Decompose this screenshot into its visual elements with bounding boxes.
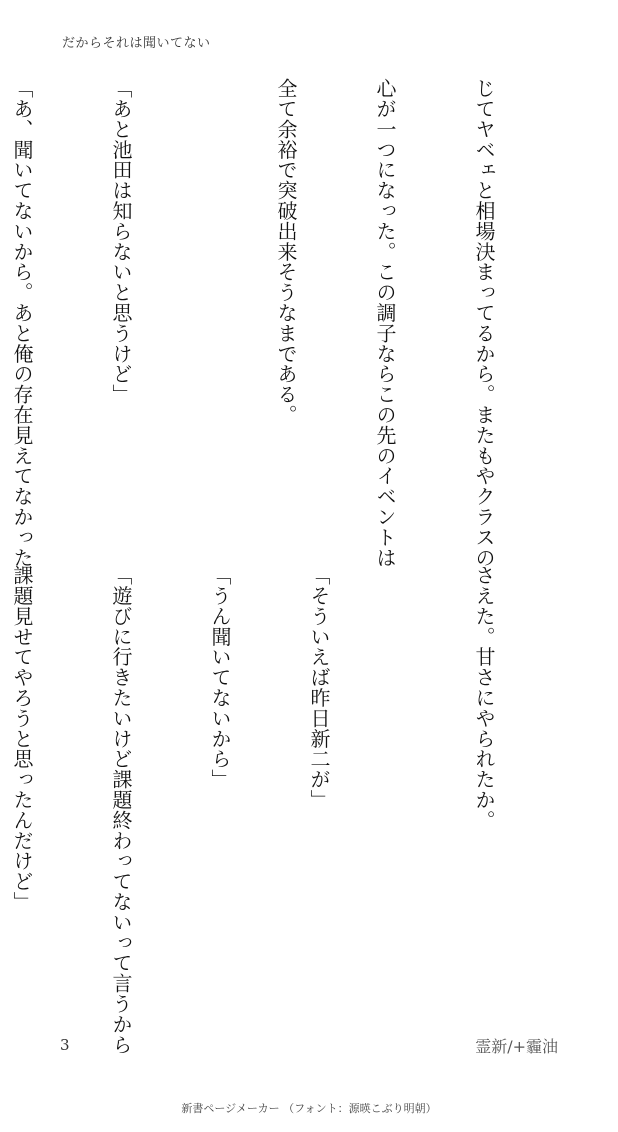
page-number: 3 [60, 1036, 70, 1054]
text-line: じてヤベェと相場決まってるから。またもやクラスの [472, 78, 496, 568]
author-name: 霊新/+霾油 [475, 1037, 558, 1056]
text-line: 「うん聞いてないから」 [208, 565, 232, 790]
text-line: 「そういえば昨日新二が」 [307, 565, 331, 810]
text-line: 「あ、聞いてないから。あと俺の存在見えてなかった [10, 78, 34, 568]
page-header-title: だからそれは聞いてない [62, 36, 211, 51]
body-text-top [10, 78, 566, 568]
text-line: 課題見せてやろうと思ったんだけど」 [10, 565, 34, 912]
footer-credit: 新書ページメーカー （フォント：源暎こぶり明朝） [181, 1102, 437, 1115]
text-line: 「遊びに行きたいけど課題終わってないって言うから [109, 565, 133, 1055]
text-line: さえた。甘さにやられたか。 [472, 565, 496, 831]
text-line: 心が一つになった。この調子ならこの先のイベントは [373, 78, 397, 568]
text-line: 全て余裕で突破出来そうなまである。 [274, 78, 298, 425]
text-line: 「あと池田は知らないと思うけど」 [109, 78, 133, 405]
